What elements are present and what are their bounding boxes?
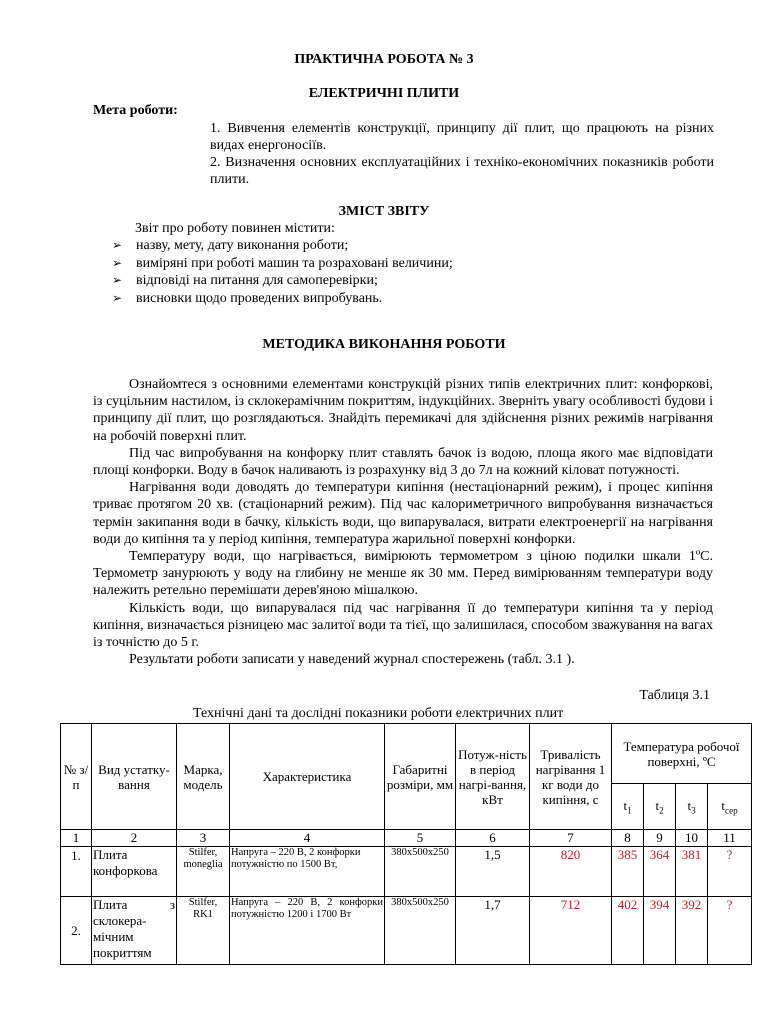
page-title: ПРАКТИЧНА РОБОТА № 3 [294, 52, 474, 67]
report-heading: ЗМІСТ ЗВІТУ [338, 204, 430, 219]
cell-brand: Stilfer, moneglia [177, 847, 230, 897]
cell-t3: 381 [676, 847, 708, 897]
column-number-row [61, 830, 752, 847]
header-temperature: Температура робочої поверхні, ºС [612, 724, 752, 784]
arrow-bullet-icon: ➢ [112, 290, 123, 305]
list-item: ➢ назву, мету, дату виконання роботи; [112, 238, 349, 253]
arrow-bullet-icon: ➢ [112, 273, 123, 287]
cell-type: Плита з склокера-мічним покриттям [92, 897, 177, 965]
col-number: 6 [456, 830, 530, 847]
col-number: 2 [92, 830, 177, 847]
header-duration: Тривалість нагрівання 1 кг води до кипіння, с [530, 724, 612, 830]
header-t2: $t_2$ [644, 784, 676, 830]
header-dimensions: Габаритні розміри, мм [385, 724, 456, 830]
cell-t1: 385 [612, 847, 644, 897]
cell-t2: 364 [644, 847, 676, 897]
method-paragraph-1: Ознайомтеся з основними елементами конструкцій різних типів електричних плит: конфоркові, із суцільним настилом, із склокерамічним покриттям, індукційних. Зверніть увагу особливості будови і принципу дії плит, що розглядаються. Знайдіть перемикачі для здійснення різних режимів нагрівання на робочій поверхні плит. [93, 377, 713, 444]
cell-duration: 820 [530, 847, 612, 897]
header-characteristics: Характеристика [230, 724, 385, 830]
col-number: 11 [708, 830, 752, 847]
cell-t2: 394 [644, 897, 676, 965]
table-row [61, 897, 752, 965]
table-caption: Технічні дані та дослідні показники роботи електричних плит [193, 706, 564, 721]
cell-type: Плита конфоркова [92, 847, 177, 897]
header-brand: Марка, модель [177, 724, 230, 830]
cell-characteristics: Напруга – 220 В, 2 конфорки потужністю по 1500 Вт, [230, 847, 385, 897]
header-t1: $t_1$ [612, 784, 644, 830]
cell-num: 1. [61, 847, 92, 897]
col-number: 8 [612, 830, 644, 847]
goal-item-2: 2. Визначення основних експлуатаційних і техніко-економічних показників роботи плити. [210, 155, 714, 187]
report-intro: Звіт про роботу повинен містити: [135, 221, 335, 236]
cell-duration: 712 [530, 897, 612, 965]
report-list [112, 237, 532, 307]
method-paragraph-6: Результати роботи записати у наведений журнал спостережень (табл. 3.1 ). [129, 652, 575, 668]
col-number: 7 [530, 830, 612, 847]
method-paragraph-2: Під час випробування на конфорку плит ставлять бачок із водою, площа якого має відповідати площі конфорки. Воду в бачок наливають із розрахунку від 3 до 7л на кожний кіловат потужності. [93, 445, 713, 479]
method-paragraph-3: Нагрівання води доводять до температури кипіння (нестаціонарний режим), і процес кипіння триває протягом 20 хв. (стаціонарний режим). Під час калориметричного випробування визначається термін закипання води в бачку, кількість води, що випарувалася, витрати електроенергії на нагрівання води до кипіння та у період кипіння, температура жарильної поверхні конфорки. [93, 480, 713, 547]
method-text [93, 376, 713, 668]
header-tavg: $t_{сер}$ [708, 784, 752, 830]
results-table [60, 723, 752, 965]
list-item: ➢ відповіді на питання для самоперевірки; [112, 273, 378, 288]
cell-num: 2. [61, 897, 92, 965]
header-power: Потуж-ність в період нагрі-вання, кВт [456, 724, 530, 830]
arrow-bullet-icon: ➢ [112, 255, 123, 270]
page-subtitle: ЕЛЕКТРИЧНІ ПЛИТИ [308, 86, 460, 101]
method-paragraph-4: Температуру води, що нагрівається, вимірюють термометром з ціною подилки шкали 1ºС. Термометр занурюють у воду на глибину не менше як 30 мм. Перед вимірюванням температури воду належить ретельно перемішати дерев'яною мішалкою. [93, 549, 713, 599]
table-row [61, 847, 752, 897]
method-paragraph-5: Кількість води, що випарувалася під час нагрівання її до температури кипіння та у період кипіння, визначається різницею мас залитої води та тієї, що залишилася, способом зважування на вагах із точністю до 5 г. [93, 600, 713, 651]
cell-tavg: ? [708, 847, 752, 897]
col-number: 3 [177, 830, 230, 847]
goal-label: Мета роботи: [93, 103, 178, 118]
list-item: ➢ висновки щодо проведених випробувань. [112, 290, 383, 306]
cell-dimensions: 380x500x250 [385, 847, 456, 897]
cell-characteristics: Напруга – 220 В, 2 конфорки потужністю 1200 і 1700 Вт [230, 897, 385, 965]
cell-dimensions: 380x500x250 [385, 897, 456, 965]
cell-power: 1,7 [456, 897, 530, 965]
cell-brand: Stilfer, RK1 [177, 897, 230, 965]
method-heading: МЕТОДИКА ВИКОНАННЯ РОБОТИ [262, 337, 506, 352]
cell-power: 1,5 [456, 847, 530, 897]
col-number: 5 [385, 830, 456, 847]
cell-t1: 402 [612, 897, 644, 965]
cell-t3: 392 [676, 897, 708, 965]
goal-item-1: 1. Вивчення елементів конструкції, принципу дії плит, що працюють на різних видах енергоносіїв. [210, 121, 714, 153]
header-type: Вид устатку-вання [92, 724, 177, 830]
col-number: 1 [61, 830, 92, 847]
cell-tavg: ? [708, 897, 752, 965]
list-item: ➢ виміряні при роботі машин та розраховані величини; [112, 255, 453, 271]
header-num: № з/п [61, 724, 92, 830]
col-number: 10 [676, 830, 708, 847]
arrow-bullet-icon: ➢ [112, 238, 123, 252]
col-number: 9 [644, 830, 676, 847]
col-number: 4 [230, 830, 385, 847]
table-number: Таблиця 3.1 [639, 688, 710, 703]
header-t3: $t_3$ [676, 784, 708, 830]
